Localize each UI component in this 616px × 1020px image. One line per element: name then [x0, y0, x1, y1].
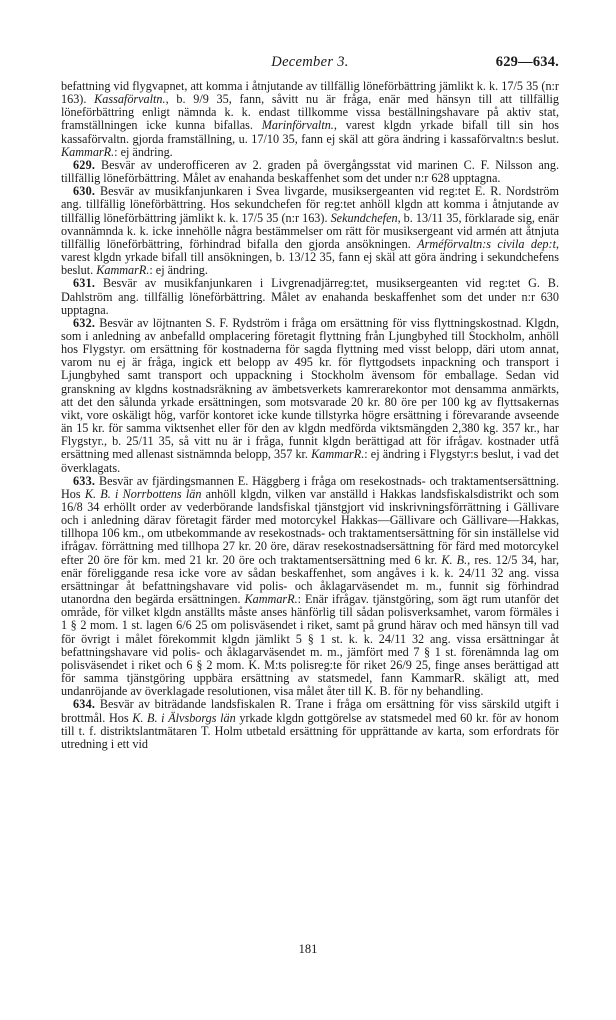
text-run: 17/5	[501, 79, 523, 93]
case-entry-p630	[61, 185, 559, 277]
text-run: 25/11	[126, 434, 154, 449]
case-number: 630.	[73, 184, 96, 199]
text-run: 25 om polisväsendet i riket, samt på grund härav och med hänsyn till vad för övrigt i målet förekommit klgdn jämlikt 5 § 1 st. k. k.	[61, 618, 559, 646]
italic-text: Sekundchefen	[330, 210, 398, 225]
text-run: Besvär av musikfanjunkaren i Livgrenadjärreg:tet, musiksergeanten vid reg:tet G. B. Dahlström ang. tillfällig löneförbättring. Målet av enahanda beskaffenhet som det under n:r 630 upptagna.	[61, 276, 559, 317]
text-run: , res.	[467, 552, 496, 567]
italic-text: KammarR.	[61, 144, 115, 159]
text-run: 6/6	[176, 618, 192, 633]
italic-text: Kassaförvaltn.	[94, 92, 166, 107]
case-entry-p631	[61, 277, 559, 316]
case-entry-p628_cont	[61, 80, 559, 159]
text-run: 17/5	[241, 210, 264, 225]
text-run: Besvär av biträdande landsfiskalen R. Trane i fråga om ersättning för viss särskild utgift i brottmål. Hos	[61, 697, 559, 725]
text-run: 17/10	[251, 131, 280, 146]
running-header	[61, 54, 559, 80]
text-run: 32 ang. vissa ersättningar åt befattningshavare vid polis- och åklagarväsendet m. m., funnit sig förhindrad utanordna den begärda ersättningen.	[61, 565, 559, 607]
document-page	[61, 54, 559, 751]
page-number: 181	[298, 942, 318, 956]
italic-text: K. B. i Norrbottens län	[84, 486, 202, 501]
text-run: 13/12	[288, 250, 317, 265]
italic-text: K. B.	[441, 552, 468, 567]
italic-text: KammarR.	[96, 263, 150, 278]
text-run: 24/11	[458, 565, 487, 580]
text-run: yrkade klgdn gottgörelse av statsmedel med 60 kr. för av honom till t. f. distriktslantmätaren T. Holm utbetald ersättning för upprättande av karta, som erfordrats för utredning i ett vid	[61, 710, 559, 751]
text-run: : ej ändring.	[114, 144, 173, 159]
case-entry-p633	[61, 475, 559, 699]
text-run: 16/8	[61, 500, 83, 514]
case-number: 633.	[73, 473, 96, 488]
text-run: , b.	[165, 92, 194, 107]
case-number: 631.	[73, 276, 96, 291]
text-run: 35 (n:r 163).	[263, 210, 331, 225]
text-run: 9/9	[193, 92, 209, 107]
header-case-range: 629—634.	[495, 54, 559, 70]
case-number: 629.	[73, 157, 96, 172]
case-entry-p634	[61, 698, 559, 751]
text-run: Besvär av fjärdingsmannen E. Häggberg i fråga om resekostnads- och traktamentsersättning. Hos	[61, 473, 559, 501]
text-run: , b.	[397, 210, 416, 225]
text-run: 24/11	[378, 631, 407, 646]
header-date-title: December 3.	[271, 54, 349, 70]
text-run: 35, fann ej skäl att göra ändring i sekundchefens beslut.	[61, 250, 559, 278]
text-run: 34, har, enär föreliggande resa icke vore av sådan beskaffenhet, som angåves i k. k.	[61, 552, 559, 580]
case-number: 632.	[73, 315, 96, 330]
text-run: , varest klgdn yrkade bifall till sin hos kassaförvaltn. gjorda framställning, u.	[61, 118, 559, 146]
italic-text: Marinförvaltn.	[261, 118, 334, 133]
text-run: anhöll klgdn, vilken var anställd i Hakkas landsfiskalsdistrikt och som	[201, 486, 560, 501]
text-run: 12/5	[495, 552, 518, 567]
case-entry-p629	[61, 159, 559, 185]
text-run: Besvär av underofficeren av 2. graden på övergångsstat vid marinen C. F. Nilsson ang. tillfällig löneförbättring. Målet av enahanda beskaffenhet som det under n:r 628 upptagna.	[61, 157, 559, 186]
text-run: 35, fann ej skäl att göra ändring i kassaförvaltn:s beslut.	[279, 131, 559, 146]
text-run: : ej ändring i Flygstyr:s beslut, i vad det överklagats.	[61, 447, 559, 475]
text-run: 35, fann, såvitt nu är fråga, enär med hänsyn till att tillfällig löneförbättring enligt nämnda k. k. endast tillkomme vissa beställningshavare på aktiv stat, framställningen icke kunna bifallas.	[61, 92, 560, 133]
text-run: 32 ang. vissa ersättningar åt befattningshavare vid polis- och åklagarväsendet m. m., jämfört med 7 § 1 st. förenämnda lag om polisväsendet i riket och 6 § 2 mom. K. M:ts polisreg:te för riket	[61, 631, 559, 672]
text-run: 35 (n:r 163).	[61, 79, 559, 107]
document-body	[61, 80, 559, 751]
text-run: 13/11	[415, 210, 444, 225]
text-run: 25, finge anses berättigad att för samma tjänstgöring uppbära ersättning av statsmedel, fann KammarR. skäligt att, med undanröjande av överklagade resolutionen, visa målet åter till K. B. för ny behandling.	[61, 657, 559, 699]
text-run: , varest klgdn yrkade bifall till ansökningen, b.	[61, 236, 560, 265]
text-run: Besvär av musikfanjunkaren i Svea livgarde, musiksergeanten vid reg:tet E. R. Nordström ang. tillfällig löneförbättring. Hos sekundchefen för reg:tet anhöll klgdn att komma i åtnjutande av tillfällig löneförbättring jämlikt k. k.	[61, 184, 559, 225]
text-run: 35, så vitt nu är i fråga, funnit klgdn berättigad att för ifrågav. kostnader utfå ersättning med allenast sistnämnda belopp, 357 kr.	[61, 434, 560, 462]
text-run: 26/9	[390, 657, 412, 672]
italic-text: KammarR.	[311, 447, 365, 462]
case-number: 634.	[73, 697, 96, 712]
text-run: befattning vid flygvapnet, att komma i åtnjutande av tillfällig löneförbättring jämlikt k. k.	[61, 79, 502, 93]
italic-text: K. B. i Älvsborgs län	[132, 710, 236, 725]
text-run: 34 erhöllt order av vederbörande landsfiskal tjänstgjort vid inskrivningsförrättning i Gällivare och i anledning därav företagit färder med motorcykel Hakkas—Gällivare och Gällivare—Hakkas, tillhopa 106 km., om utbekommande av resekostnads- och traktamentsersättning för sin inställelse vid ifrågav. förrättning med tillhopa 27 kr. 20 öre, därav resekostnadsersättning för färd med motorcykel efter 20 öre för km. med 21 kr. 20 öre och traktamentsersättning med 6 kr.	[61, 500, 559, 567]
italic-text: KammarR.	[244, 592, 298, 607]
italic-text: Arméförvaltn:s civila dep:t	[417, 236, 556, 251]
text-run: Besvär av löjtnanten S. F. Rydström i fråga om ersättning för viss flyttningskostnad. Klgdn, som i anledning av anbefalld omplacering företagit flyttning från Ljungbyhed till Stockholm, anhöll hos Flygstyr. om ersättning för kostnaderna för sagda flyttning med visst belopp, däri utom annat, varom nu ej är fråga, ingick ett belopp av 495 kr. för flyttgodsets inpackning och transport i Ljungbyhed samt transport och uppackning i Stockholm ävensom för emballage. Sedan vid granskning av klgdns kostnadsräkning av ämbetsverkets kamrerarekontor mot densamma anmärkts, att det den sålunda yrkade ersättningen, som motsvarade 20 kr. 80 öre per 100 kg av flyttsakernas vikt, vore oskäligt hög, varför kontoret icke kunde tillstyrka högre ersättning i förevarande avseende än 15 kr. för samma viktsenhet eller för den av klgdn medförda viktsmängden 2,380 kg. 357 kr., har Flygstyr., b.	[61, 315, 559, 449]
text-run: : ej ändring.	[149, 263, 208, 278]
text-run: : Enär ifrågav. tjänstgöring, som ägt rum utanför det område, för vilket klgdn anställts måste anses hänförlig till sådan polisverksamhet, varom förmäles i 1 § 2 mom. 1 st. lagen	[61, 592, 559, 633]
text-run: 35, förklarade sig, enär ovannämnda k. k. icke innehölle några bestämmelser om rätt för musiksergeant vid armén att åtnjuta tillfällig löneförbättring, förhindrad bifalla den gjorda ansökningen.	[61, 210, 559, 251]
case-entry-p632	[61, 317, 559, 475]
